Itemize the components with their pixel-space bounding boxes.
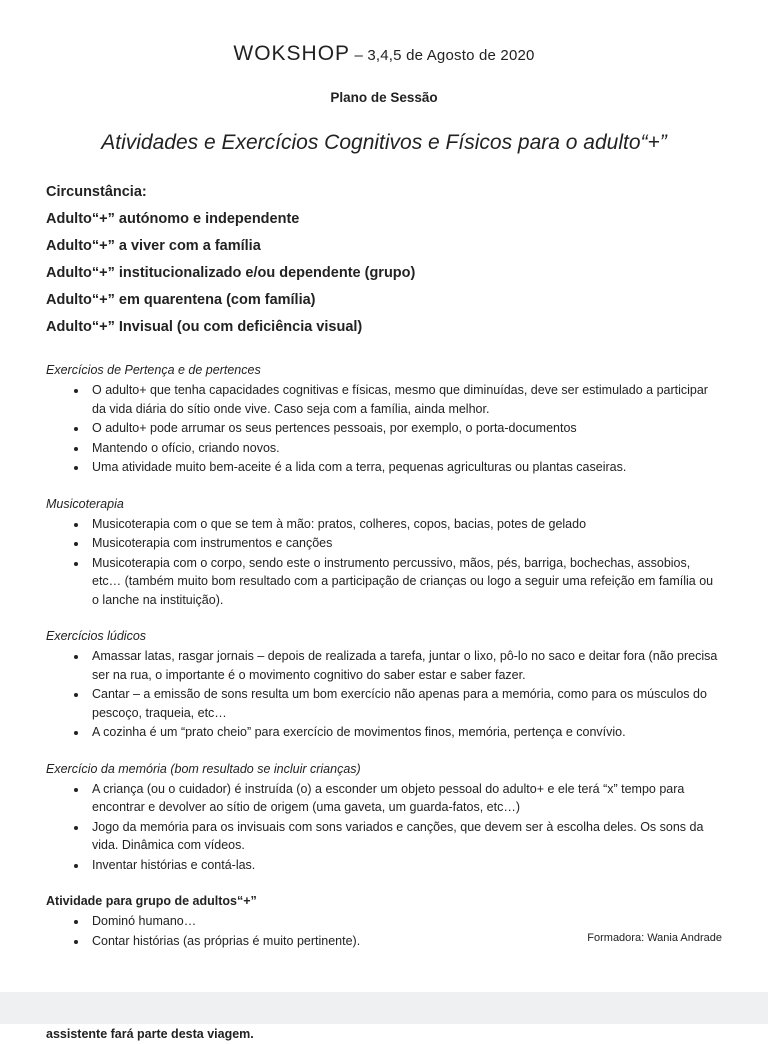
doc-title bbox=[46, 42, 722, 66]
bullet-list bbox=[46, 647, 722, 742]
bullet-list bbox=[46, 381, 722, 477]
section-ludicos bbox=[46, 629, 722, 742]
bullet-item: • O adulto+ que tenha capacidades cognitivas e físicas, mesmo que diminuídas, deve ser estimulado a participar da vida diária do sítio onde vive. Caso seja com a família, ainda melhor. bbox=[88, 381, 722, 418]
bullet-item: • Uma atividade muito bem-aceite é a lida com a terra, pequenas agriculturas ou plantas caseiras. bbox=[88, 458, 722, 477]
circumstance-item: Adulto“+” autónomo e independente bbox=[46, 211, 300, 227]
circumstance-item: Adulto“+” Invisual (ou com deficiência visual) bbox=[46, 319, 363, 335]
bullet-item: • Cantar – a emissão de sons resulta um bom exercício não apenas para a memória, como para os músculos do pescoço, traqueia, etc… bbox=[88, 685, 722, 722]
sections-container bbox=[46, 363, 722, 950]
bullet-item: • Amassar latas, rasgar jornais – depois de realizada a tarefa, juntar o lixo, pô-lo no saco e deitar fora (não precisa ser na rua, o importante é o movimento cognitivo do saber estar e saber fazer. bbox=[88, 647, 722, 684]
circumstance-item: Adulto“+” a viver com a família bbox=[46, 238, 261, 254]
bullet-item: • Inventar histórias e contá-las. bbox=[88, 856, 722, 875]
circumstances-label: Circunstância: bbox=[46, 184, 147, 200]
bullet-item: • Musicoterapia com instrumentos e canções bbox=[88, 534, 722, 553]
section-memoria bbox=[46, 762, 722, 875]
bullet-list bbox=[46, 780, 722, 875]
bullet-item: • Jogo da memória para os invisuais com sons variados e canções, que devem ser à escolha deles. Os sons da vida. Dinâmica com vídeos. bbox=[88, 818, 722, 855]
section-title: Musicoterapia bbox=[46, 496, 124, 511]
bullet-item: • Musicoterapia com o que se tem à mão: pratos, colheres, copos, bacias, potes de gelado bbox=[88, 515, 722, 534]
circumstances-block bbox=[46, 179, 722, 341]
section-title: Exercício da memória (bom resultado se incluir crianças) bbox=[46, 761, 361, 776]
main-heading: Atividades e Exercícios Cognitivos e Físicos para o adulto“+” bbox=[101, 131, 667, 154]
section-pertenca bbox=[46, 363, 722, 477]
closing-paragraph: assistente fará parte desta viagem. bbox=[46, 1027, 254, 1041]
bullet-list bbox=[46, 515, 722, 610]
circumstance-item: Adulto“+” em quarentena (com família) bbox=[46, 292, 316, 308]
bullet-item: • Contar histórias (as próprias é muito pertinente). bbox=[88, 932, 722, 951]
bullet-item: • Musicoterapia com o corpo, sendo este o instrumento percussivo, mãos, pés, barriga, bochechas, assobios, etc… (também muito bom resultado com a participação de crianças ou logo a seguir uma refeição em família ou o lanche na instituição). bbox=[88, 554, 722, 610]
circumstance-item: Adulto“+” institucionalizado e/ou dependente (grupo) bbox=[46, 265, 416, 281]
bullet-item: • Dominó humano… bbox=[88, 912, 722, 931]
page-bottom-gap bbox=[0, 992, 768, 1024]
bullet-item: • Mantendo o ofício, criando novos. bbox=[88, 439, 722, 458]
bullet-list bbox=[46, 912, 722, 950]
doc-title-date: – 3,4,5 de Agosto de 2020 bbox=[350, 47, 535, 64]
bullet-item: • A criança (ou o cuidador) é instruída (o) a esconder um objeto pessoal do adulto+ e ele terá “x” tempo para encontrar e devolver ao sítio de origem (uma gaveta, um guarda-fatos, etc…) bbox=[88, 780, 722, 817]
section-title: Exercícios lúdicos bbox=[46, 629, 147, 643]
bullet-item: • O adulto+ pode arrumar os seus pertences pessoais, por exemplo, o porta-documentos bbox=[88, 419, 722, 438]
section-title: Atividade para grupo de adultos“+” bbox=[46, 894, 257, 908]
footer-credit: Formadora: Wania Andrade bbox=[587, 932, 722, 944]
doc-title-main: WOKSHOP bbox=[233, 42, 351, 65]
section-title: Exercícios de Pertença e de pertences bbox=[46, 363, 261, 377]
bullet-item: • A cozinha é um “prato cheio” para exercício de movimentos finos, memória, pertença e convívio. bbox=[88, 723, 722, 742]
section-musicoterapia bbox=[46, 497, 722, 610]
doc-subtitle: Plano de Sessão bbox=[330, 90, 438, 105]
